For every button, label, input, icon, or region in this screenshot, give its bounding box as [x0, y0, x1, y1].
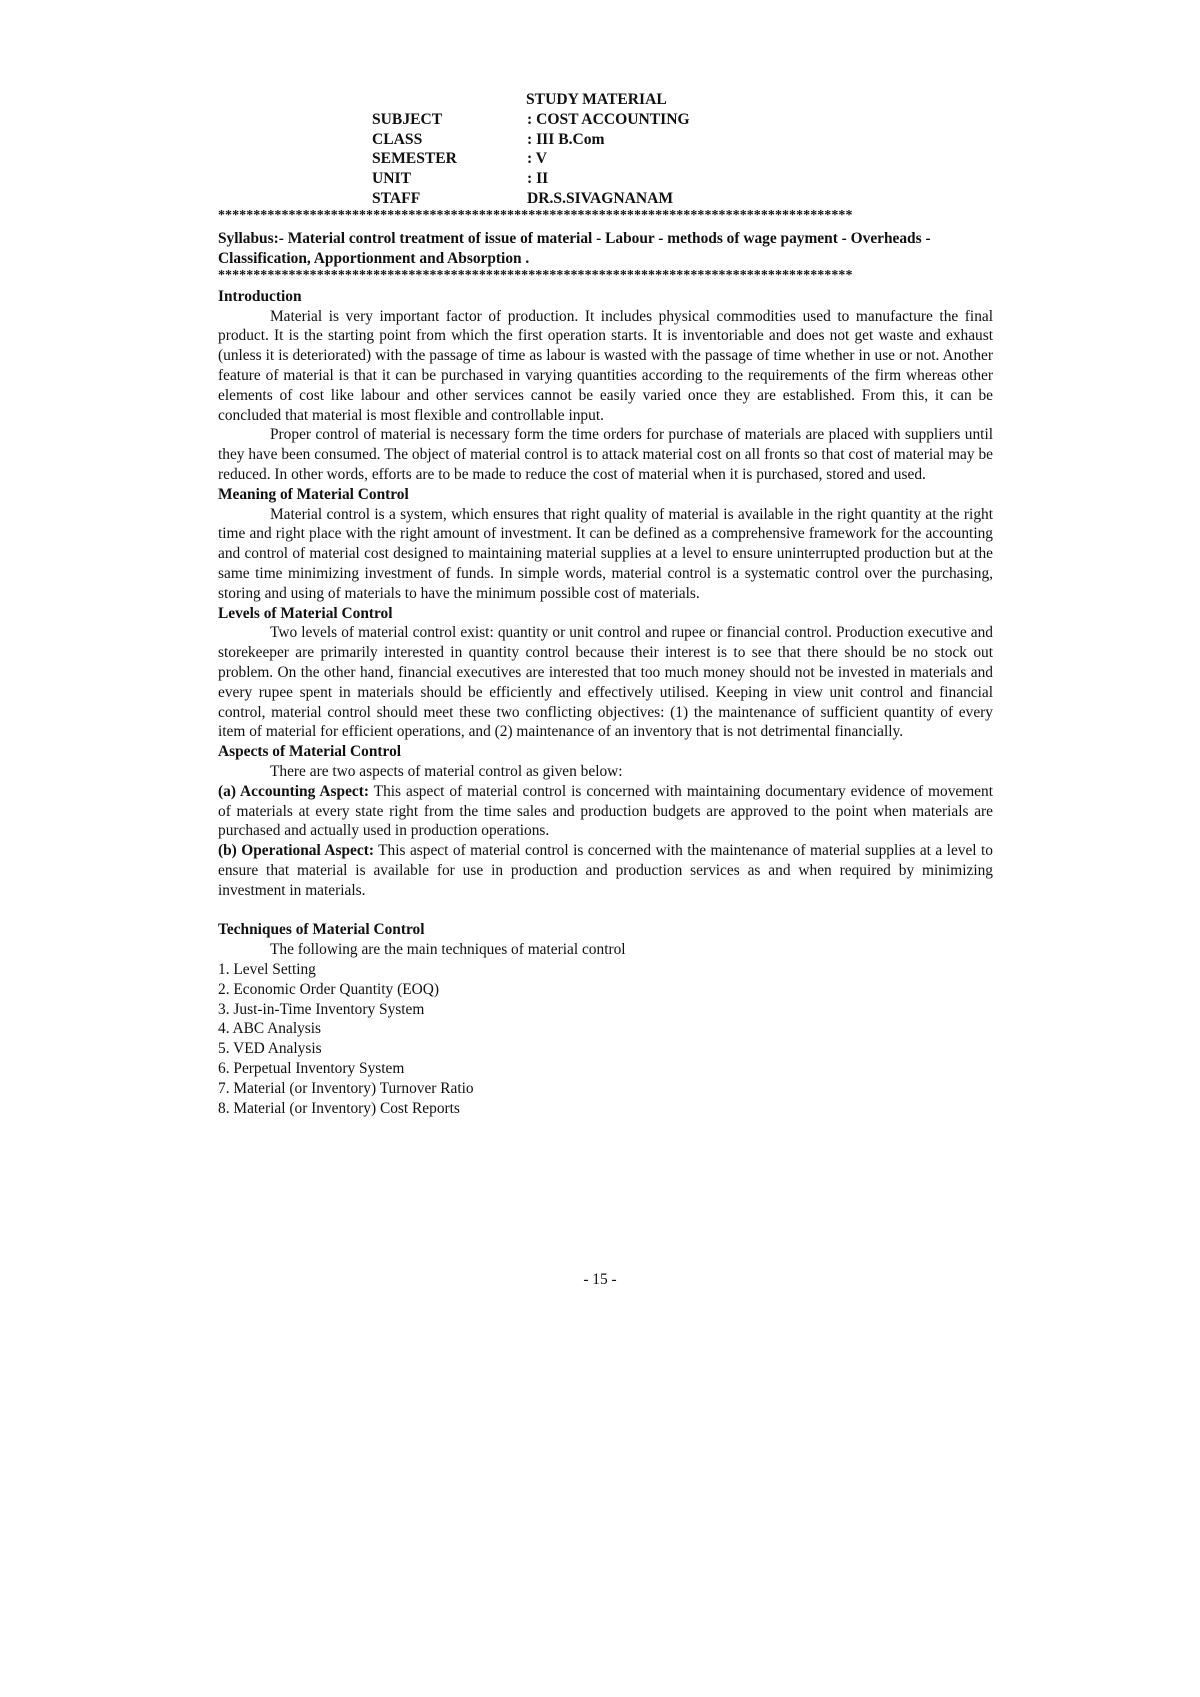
- document-page: [218, 90, 993, 1118]
- section-levels: [218, 604, 993, 743]
- accounting-aspect-text: This aspect of material control is concerned with maintaining documentary evidence of movement of materials at every state right from the time sales and production budgets are approved to the point when materials are purchased and actually used in production operations.: [218, 782, 993, 840]
- accounting-aspect-paragraph: [218, 782, 993, 841]
- header-label: SUBJECT: [372, 110, 443, 128]
- header-row-semester: [218, 149, 993, 169]
- paragraph: There are two aspects of material control as given below:: [270, 762, 623, 780]
- page-number: - 15 -: [583, 1271, 617, 1288]
- section-heading: Meaning of Material Control: [218, 485, 409, 503]
- header-row-staff: [218, 189, 993, 209]
- blank-gap: [218, 900, 993, 920]
- header-row-unit: [218, 169, 993, 189]
- header-value: DR.S.SIVAGNANAM: [527, 189, 674, 207]
- section-heading: Introduction: [218, 287, 302, 305]
- section-heading: Levels of Material Control: [218, 604, 393, 622]
- operational-aspect-paragraph: [218, 841, 993, 900]
- accounting-aspect-label: (a) Accounting Aspect:: [218, 782, 369, 800]
- list-item: 7. Material (or Inventory) Turnover Ratio: [218, 1079, 474, 1097]
- section-heading: Aspects of Material Control: [218, 743, 402, 761]
- operational-aspect-text: This aspect of material control is concerned with the maintenance of material supplies at a level to ensure that material is available for use in production and production services as and when required by minimizing investment in materials.: [218, 842, 993, 899]
- header-value: : V: [527, 150, 548, 168]
- list-item: 8. Material (or Inventory) Cost Reports: [218, 1099, 460, 1117]
- document-title: STUDY MATERIAL: [526, 91, 667, 108]
- separator-line: ******************************************************************************************: [218, 208, 853, 223]
- header-value: : COST ACCOUNTING: [527, 110, 690, 128]
- section-aspects: [218, 742, 993, 900]
- list-item: 5. VED Analysis: [218, 1040, 322, 1058]
- list-item: 1. Level Setting: [218, 961, 316, 979]
- list-item: 6. Perpetual Inventory System: [218, 1060, 405, 1078]
- paragraph: Material control is a system, which ensures that right quality of material is available in the right quantity at the right time and right place with the right amount of investment. It can be defined as a comprehensive framework for the accounting and control of material cost designed to maintaining material supplies at a level to ensure uninterrupted production but at the same time minimizing investment of funds. In simple words, material control is a systematic control over the purchasing, storing and using of materials to have the minimum possible cost of materials.: [218, 505, 993, 602]
- paragraph: The following are the main techniques of material control: [270, 941, 626, 959]
- techniques-list: [218, 960, 993, 1118]
- operational-aspect-label: (b) Operational Aspect:: [218, 842, 374, 860]
- header-label: CLASS: [372, 130, 423, 148]
- paragraph: Proper control of material is necessary form the time orders for purchase of materials are placed with suppliers until they have been consumed. The object of material control is to attack material cost on all fronts so that cost of material may be reduced. In other words, efforts are to be made to reduce the cost of material when it is purchased, stored and used.: [218, 426, 993, 483]
- list-item: 2. Economic Order Quantity (EOQ): [218, 980, 439, 998]
- paragraph: Two levels of material control exist: quantity or unit control and rupee or financial control. Production executive and storekeeper are primarily interested in quantity control because their interest is to see that there should be no stock out problem. On the other hand, financial executives are interested that too much money should not be invested in materials and every rupee spent in materials should be efficiently and effectively utilised. Keeping in view unit control and financial control, material control should meet these two conflicting objectives: (1) the maintenance of sufficient quantity of every item of material for efficient operations, and (2) maintenance of an inventory that is not detrimental financially.: [218, 624, 993, 741]
- syllabus-text: Syllabus:- Material control treatment of issue of material - Labour - methods of wage payment - Overheads - Classification, Apportionment and Absorption .: [218, 229, 931, 267]
- header-value: : II: [527, 170, 549, 188]
- header-row-subject: [218, 110, 993, 130]
- section-introduction: [218, 287, 993, 485]
- section-heading: Techniques of Material Control: [218, 921, 425, 939]
- header-label: STAFF: [372, 189, 421, 207]
- document-header: [218, 90, 993, 209]
- header-row-class: [218, 130, 993, 150]
- header-label: SEMESTER: [372, 150, 457, 168]
- section-meaning: [218, 485, 993, 604]
- header-value: : III B.Com: [527, 130, 605, 148]
- separator-line: ******************************************************************************************: [218, 268, 853, 283]
- paragraph: Material is very important factor of production. It includes physical commodities used to manufacture the final product. It is the starting point from which the first operation starts. It is inventoriable and does not get waste and exhaust (unless it is deteriorated) with the passage of time as labour is wasted with the passage of time whether in use or not. Another feature of material is that it can be purchased in varying quantities according to the requirements of the firm whereas other elements of cost like labour and other services cannot be easily varied once they are established. From this, it can be concluded that material is most flexible and controllable input.: [218, 307, 993, 424]
- section-techniques: [218, 920, 993, 1118]
- list-item: 3. Just-in-Time Inventory System: [218, 1000, 425, 1018]
- header-label: UNIT: [372, 170, 411, 188]
- list-item: 4. ABC Analysis: [218, 1020, 322, 1038]
